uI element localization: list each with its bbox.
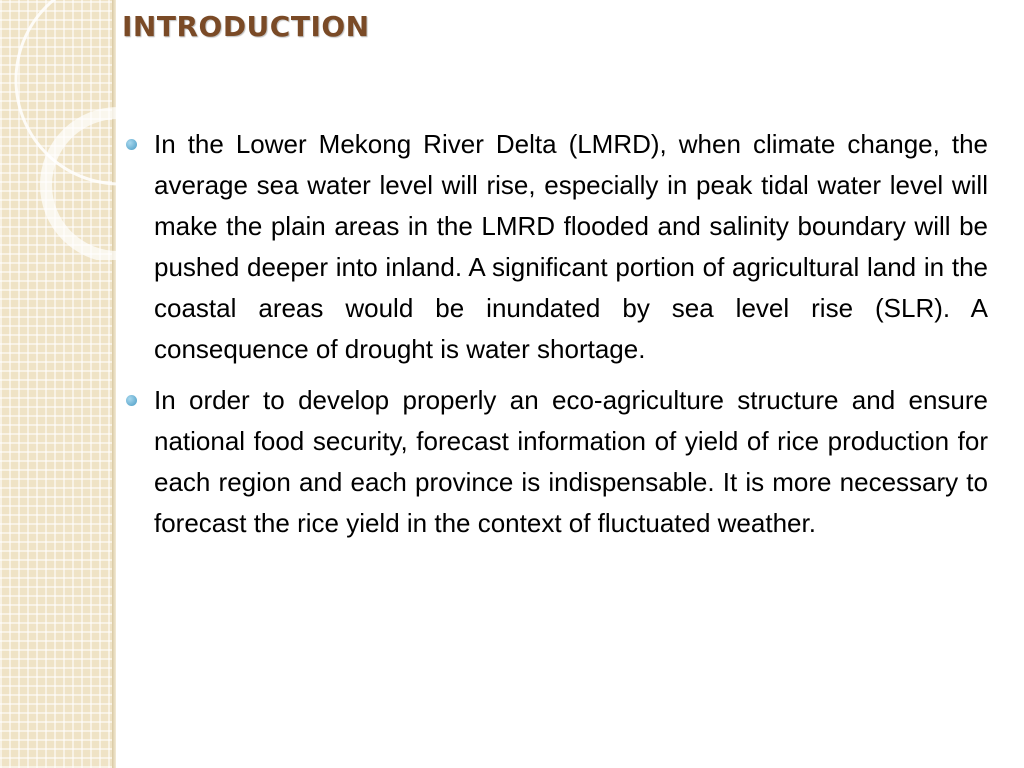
decorative-circles — [0, 0, 120, 260]
bullet-text: In the Lower Mekong River Delta (LMRD), when climate change, the average sea water level will rise, especially in peak tidal water level will make the plain areas in the LMRD flooded and salinity boundary will be pushed deeper into inland. A significant portion of agricultural land in the coastal areas would be inundated by sea level rise (SLR). A consequence of drought is water shortage. — [154, 129, 988, 364]
slide-title: INTRODUCTION — [122, 10, 370, 43]
bullet-item-rice-forecast — [124, 380, 988, 544]
bullet-item-climate-change — [124, 124, 988, 370]
bullet-list — [124, 124, 988, 544]
decorative-circle-ring — [46, 113, 120, 257]
bullet-text: In order to develop properly an eco-agriculture structure and ensure national food security, forecast information of yield of rice production for each region and each province is indispensable. It is more necessary to forecast the rice yield in the context of fluctuated weather. — [154, 385, 988, 538]
bullet-dot-icon — [126, 139, 137, 150]
decorative-circle-large — [16, 0, 120, 184]
bullet-dot-icon — [126, 395, 137, 406]
slide-content — [124, 124, 988, 554]
